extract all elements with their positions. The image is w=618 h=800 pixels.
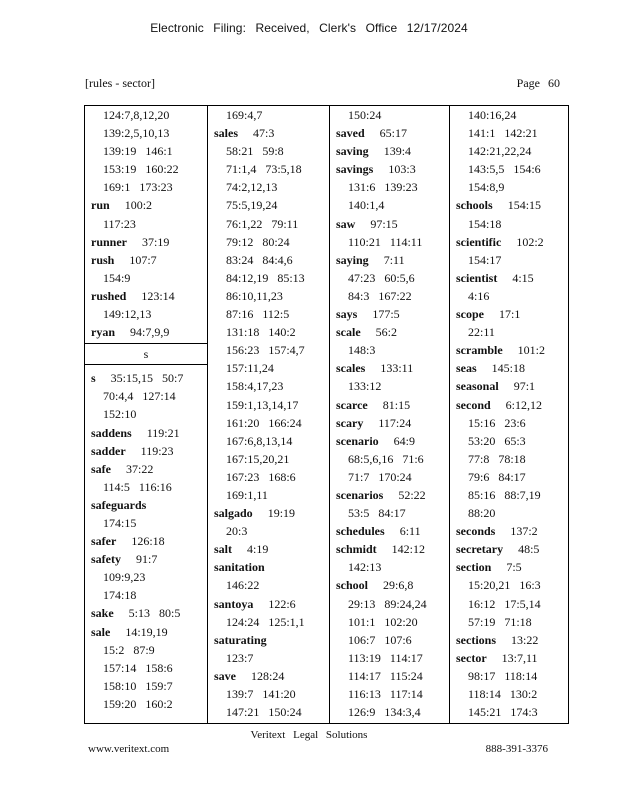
section-letter-header: s (85, 343, 207, 365)
index-entry (330, 486, 449, 522)
page-line-reference: 154:8,9 (468, 180, 505, 195)
page-line-reference: 88:20 (468, 506, 496, 521)
page-line-reference: 83:24 84:4,6 (226, 252, 293, 267)
index-term: sector (456, 650, 487, 665)
index-term: safety (91, 552, 121, 567)
page-line-reference: 47:3 (238, 126, 275, 141)
page-line-reference: 37:19 (127, 234, 170, 249)
index-entry-line (330, 540, 449, 558)
index-column-1 (85, 106, 207, 723)
index-entry-line (330, 160, 449, 178)
index-entry-line (208, 540, 329, 558)
index-entry (450, 522, 570, 540)
page-line-reference: 4:15 (497, 270, 534, 285)
page-line-reference: 145:21 174:3 (468, 705, 538, 720)
page-line-reference: 169:1 173:23 (103, 180, 173, 195)
page-line-reference: 157:11,24 (226, 361, 274, 376)
index-entry (208, 540, 329, 558)
index-column-3 (329, 106, 449, 723)
page-line-reference: 142:12 (376, 542, 426, 557)
page-line-reference: 6:11 (384, 524, 421, 539)
page-line-reference: 109:9,23 (103, 570, 146, 585)
index-entry-line (208, 667, 329, 685)
index-term: scale (336, 325, 361, 340)
page-line-reference: 85:16 88:7,19 (468, 487, 541, 502)
index-term: safe (91, 461, 111, 476)
index-entry (450, 377, 570, 395)
page-line-reference: 148:3 (348, 343, 376, 358)
page-line-reference: 154:17 (468, 252, 502, 267)
page-line-reference: 101:1 102:20 (348, 614, 418, 629)
page-line-reference: 64:9 (378, 433, 415, 448)
index-entry (208, 595, 329, 631)
index-entry-line (450, 196, 570, 214)
page-line-reference: 154:15 (492, 198, 542, 213)
index-entry-line (330, 142, 449, 160)
index-entry (330, 576, 449, 721)
index-entry (85, 424, 207, 442)
page-line-reference: 128:24 (236, 668, 285, 683)
index-entry (450, 269, 570, 305)
page-line-reference: 65:17 (364, 126, 408, 141)
index-term: scarce (336, 397, 368, 412)
page-line-reference: 133:12 (348, 379, 382, 394)
page-line-reference: 152:10 (103, 407, 137, 422)
page-line-reference: 146:22 (226, 578, 260, 593)
page-line-reference: 110:21 114:11 (348, 234, 423, 249)
page-line-reference: 15:16 23:6 (468, 415, 526, 430)
index-term: seasonal (456, 379, 499, 394)
index-term: s (91, 371, 96, 386)
index-entry (85, 233, 207, 251)
page-line-reference: 77:8 78:18 (468, 451, 526, 466)
index-entry-line (330, 414, 449, 432)
index-entry (330, 323, 449, 359)
index-entry-line (450, 558, 570, 576)
index-term: run (91, 198, 110, 213)
page-line-reference: 159:1,13,14,17 (226, 397, 299, 412)
index-term: scenario (336, 433, 379, 448)
index-term: sale (91, 624, 111, 639)
page-line-reference: 114:5 116:16 (103, 479, 172, 494)
index-entry-line (330, 124, 449, 142)
index-entry (330, 359, 449, 395)
page-line-reference: 71:1,4 73:5,18 (226, 162, 302, 177)
index-entry-line (330, 576, 449, 594)
page-line-reference: 157:14 158:6 (103, 660, 173, 675)
page-line-reference: 158:4,17,23 (226, 379, 284, 394)
index-entry (450, 359, 570, 377)
index-range-label: [rules - sector] (85, 76, 155, 90)
index-term: scientist (456, 270, 498, 285)
index-term: sales (214, 126, 238, 141)
index-entry-line (85, 550, 207, 568)
index-entry-line (85, 233, 207, 251)
index-entry (450, 540, 570, 558)
index-entry (85, 460, 207, 496)
index-entry-line (330, 251, 449, 269)
index-term: rushed (91, 288, 127, 303)
index-entry (85, 442, 207, 460)
index-entry-line (330, 396, 449, 414)
page-line-reference: 143:5,5 154:6 (468, 162, 541, 177)
page-line-reference: 131:6 139:23 (348, 180, 418, 195)
page-line-reference: 79:6 84:17 (468, 469, 526, 484)
page-line-reference: 97:1 (498, 379, 536, 394)
page-line-reference: 142:13 (348, 560, 382, 575)
page-line-reference: 122:6 (253, 596, 296, 611)
page-line-reference: 22:11 (468, 325, 495, 340)
page-line-reference: 114:17 115:24 (348, 668, 423, 683)
index-entry (450, 649, 570, 721)
page-line-reference: 84:12,19 85:13 (226, 270, 305, 285)
page-line-reference: 174:15 (103, 515, 137, 530)
index-term: rush (91, 252, 115, 267)
index-entry-line (208, 631, 329, 649)
index-entry-line (330, 305, 449, 323)
page-line-reference: 139:7 141:20 (226, 687, 296, 701)
index-entry (330, 142, 449, 160)
index-entry (85, 287, 207, 323)
page-line-reference: 81:15 (367, 397, 411, 412)
page-line-reference: 131:18 140:2 (226, 325, 296, 340)
index-entry (330, 414, 449, 432)
page-line-reference: 17:1 (484, 307, 521, 322)
page-line-reference: 140:16,24 (468, 108, 517, 122)
index-term: scenarios (336, 487, 384, 502)
page-line-reference: 74:2,12,13 (226, 180, 278, 195)
index-entry (330, 396, 449, 414)
page-line-reference: 53:20 65:3 (468, 433, 526, 448)
index-term: safer (91, 534, 117, 549)
page-line-reference: 98:17 118:14 (468, 668, 538, 683)
index-entry-line (85, 196, 207, 214)
index-term: safeguards (91, 497, 147, 512)
page-line-reference: 116:13 117:14 (348, 687, 423, 701)
index-term: schools (456, 198, 493, 213)
page-line-reference: 57:19 71:18 (468, 614, 532, 629)
page-line-reference: 19:19 (252, 506, 296, 521)
index-entry-line (450, 233, 570, 251)
index-entry (330, 124, 449, 142)
page-line-reference: 169:4,7 (226, 108, 263, 122)
page-line-reference: 106:7 107:6 (348, 632, 412, 647)
index-entry-line (85, 287, 207, 305)
index-term: salgado (214, 506, 253, 521)
index-entry (450, 341, 570, 359)
page-line-reference: 133:11 (365, 361, 414, 376)
page-line-reference: 150:24 (348, 108, 382, 122)
page-line-reference: 174:18 (103, 588, 137, 603)
index-entry (330, 215, 449, 251)
page-line-reference: 15:20,21 16:3 (468, 578, 541, 593)
index-entry (208, 106, 329, 124)
index-term: school (336, 578, 369, 593)
index-term: saved (336, 126, 365, 141)
index-entry (330, 432, 449, 486)
page-line-reference: 87:16 112:5 (226, 307, 290, 322)
index-entry (330, 160, 449, 214)
index-entry (450, 631, 570, 649)
index-entry-line (85, 323, 207, 341)
index-entry (208, 667, 329, 721)
index-entry-line (85, 424, 207, 442)
index-term: sadder (91, 443, 126, 458)
index-entry-line (330, 215, 449, 233)
index-entry (450, 196, 570, 232)
index-entry (208, 504, 329, 540)
page-line-reference: 126:18 (116, 534, 165, 549)
index-entry-line (450, 631, 570, 649)
index-entry (85, 323, 207, 341)
index-entry (85, 369, 207, 423)
page-line-reference: 119:23 (125, 443, 174, 458)
index-term: scope (456, 307, 484, 322)
page-line-reference: 159:20 160:2 (103, 696, 173, 711)
index-entry-line (330, 486, 449, 504)
page-line-reference: 86:10,11,23 (226, 288, 283, 303)
index-entry-line (450, 341, 570, 359)
page-line-reference: 13:7,11 (486, 650, 538, 665)
page-line-reference: 139:19 146:1 (103, 144, 173, 159)
page-line-reference: 147:21 150:24 (226, 705, 302, 720)
page-line-reference: 154:18 (468, 216, 502, 231)
page-line-reference: 167:6,8,13,14 (226, 433, 293, 448)
index-term: saturating (214, 632, 267, 647)
page-line-reference: 161:20 166:24 (226, 415, 302, 430)
index-entry (450, 396, 570, 523)
index-term: says (336, 307, 358, 322)
index-term: scales (336, 361, 366, 376)
index-column-2 (207, 106, 329, 723)
page-line-reference: 52:22 (383, 487, 426, 502)
page-line-reference: 113:19 114:17 (348, 650, 423, 665)
index-term: seas (456, 361, 477, 376)
page-line-reference: 177:5 (357, 307, 400, 322)
page-line-reference: 124:7,8,12,20 (103, 108, 170, 122)
page-line-reference: 123:7 (226, 650, 254, 665)
index-term: saw (336, 216, 356, 231)
index-entry (85, 196, 207, 232)
page-line-reference: 145:18 (476, 361, 526, 376)
index-entry (450, 558, 570, 630)
page-line-reference: 58:21 59:8 (226, 144, 284, 159)
word-index-table (84, 105, 569, 724)
page-line-reference: 149:12,13 (103, 307, 152, 322)
index-entry (330, 522, 449, 540)
page-line-reference: 29:6,8 (368, 578, 414, 593)
page-line-reference: 141:1 142:21 (468, 126, 538, 141)
index-entry-line (85, 532, 207, 550)
page-line-reference: 94:7,9,9 (115, 325, 170, 340)
index-entry-line (208, 558, 329, 576)
index-entry (450, 106, 570, 196)
index-entry-line (208, 504, 329, 522)
page-line-reference: 139:4 (368, 144, 412, 159)
index-entry (85, 106, 207, 196)
page-line-reference: 137:2 (495, 524, 538, 539)
index-entry-line (330, 359, 449, 377)
page-line-reference: 124:24 125:1,1 (226, 614, 305, 629)
index-entry-line (85, 369, 207, 387)
page-line-reference: 16:12 17:5,14 (468, 596, 541, 611)
page-line-reference: 70:4,4 127:14 (103, 389, 176, 404)
index-term: save (214, 668, 236, 683)
index-entry-line (85, 442, 207, 460)
page-line-reference: 169:1,11 (226, 487, 268, 502)
page-line-reference: 153:19 160:22 (103, 162, 179, 177)
page-line-reference: 103:3 (373, 162, 416, 177)
page-line-reference: 68:5,6,16 71:6 (348, 451, 424, 466)
page-line-reference: 140:1,4 (348, 198, 385, 213)
index-entry-line (450, 522, 570, 540)
index-entry-line (450, 305, 570, 323)
index-entry (330, 251, 449, 305)
footer-website: www.veritext.com (88, 743, 170, 755)
page-line-reference: 75:5,19,24 (226, 198, 278, 213)
page-line-reference: 91:7 (121, 552, 158, 567)
index-term: scientific (456, 234, 502, 249)
page-line-reference: 100:2 (109, 198, 153, 213)
index-term: secretary (456, 542, 504, 557)
index-term: scramble (456, 343, 503, 358)
index-term: santoya (214, 596, 254, 611)
index-entry-line (85, 460, 207, 478)
footer-company: Veritext Legal Solutions (250, 729, 368, 741)
page-line-reference: 20:3 (226, 524, 248, 539)
page-line-reference: 29:13 89:24,24 (348, 596, 427, 611)
page-line-reference: 142:21,22,24 (468, 144, 532, 159)
page-line-reference: 76:1,22 79:11 (226, 216, 299, 231)
index-term: saying (336, 252, 369, 267)
index-term: sections (456, 632, 496, 647)
index-entry (85, 251, 207, 287)
page-number: 60 (548, 76, 560, 90)
page-label: Page (516, 76, 540, 90)
index-entry-line (208, 595, 329, 613)
page-line-reference: 56:2 (360, 325, 397, 340)
page-line-reference: 126:9 134:3,4 (348, 705, 421, 720)
page-line-reference: 107:7 (114, 252, 157, 267)
index-term: sanitation (214, 560, 265, 575)
page-line-reference: 167:23 168:6 (226, 469, 296, 484)
index-term: section (456, 560, 492, 575)
index-term: seconds (456, 524, 496, 539)
index-entry-line (208, 124, 329, 142)
footer-phone: 888-391-3376 (485, 743, 548, 755)
index-entry (330, 305, 449, 323)
index-entry-line (450, 359, 570, 377)
index-entry-line (85, 496, 207, 514)
index-entry (330, 106, 449, 124)
page-indicator (509, 76, 560, 91)
index-entry-line (330, 432, 449, 450)
page-line-reference: 4:16 (468, 288, 490, 303)
page-line-reference: 47:23 60:5,6 (348, 270, 415, 285)
page-line-reference: 117:23 (103, 216, 136, 231)
index-term: saving (336, 144, 369, 159)
index-entry-line (450, 377, 570, 395)
page-line-reference: 53:5 84:17 (348, 506, 406, 521)
index-entry-line (85, 604, 207, 622)
page-line-reference: 118:14 130:2 (468, 687, 538, 701)
page-line-reference: 7:11 (368, 252, 405, 267)
index-entry (450, 233, 570, 269)
page-line-reference: 97:15 (355, 216, 398, 231)
page-line-reference: 84:3 167:22 (348, 288, 412, 303)
index-entry (330, 540, 449, 576)
index-term: second (456, 397, 491, 412)
index-term: ryan (91, 325, 115, 340)
index-entry (208, 558, 329, 594)
index-entry (85, 532, 207, 550)
index-entry-line (450, 540, 570, 558)
index-entry (85, 604, 207, 622)
index-entry-line (330, 323, 449, 341)
index-entry (208, 631, 329, 667)
page-line-reference: 139:2,5,10,13 (103, 126, 170, 141)
index-entry-line (450, 396, 570, 414)
index-entry (208, 124, 329, 504)
page-line-reference: 6:12,12 (490, 397, 543, 412)
index-entry (85, 496, 207, 532)
index-term: schmidt (336, 542, 377, 557)
index-entry-line (85, 251, 207, 269)
index-entry (450, 305, 570, 341)
index-term: savings (336, 162, 374, 177)
index-column-4 (449, 106, 570, 723)
page-line-reference: 154:9 (103, 270, 131, 285)
index-term: runner (91, 234, 127, 249)
page-line-reference: 119:21 (131, 425, 180, 440)
page-line-reference: 79:12 80:24 (226, 234, 290, 249)
index-entry (85, 623, 207, 713)
page-line-reference: 13:22 (496, 632, 539, 647)
index-term: schedules (336, 524, 385, 539)
index-term: saddens (91, 425, 132, 440)
page-line-reference: 123:14 (126, 288, 175, 303)
page-line-reference: 15:2 87:9 (103, 642, 155, 657)
page-line-reference: 71:7 170:24 (348, 469, 412, 484)
page-line-reference: 156:23 157:4,7 (226, 343, 305, 358)
page-line-reference: 48:5 (503, 542, 540, 557)
page-line-reference: 37:22 (111, 461, 154, 476)
index-entry-line (85, 623, 207, 641)
page-line-reference: 35:15,15 50:7 (95, 371, 184, 386)
index-entry (85, 550, 207, 604)
index-term: scary (336, 415, 364, 430)
page-line-reference: 4:19 (232, 542, 269, 557)
filing-stamp: Electronic Filing: Received, Clerk's Office 12/17/2024 (150, 21, 468, 35)
page-line-reference: 101:2 (502, 343, 545, 358)
page-line-reference: 5:13 80:5 (113, 606, 181, 621)
page-line-reference: 167:15,20,21 (226, 451, 290, 466)
page-line-reference: 7:5 (491, 560, 522, 575)
index-term: sake (91, 606, 114, 621)
page-line-reference: 14:19,19 (110, 624, 168, 639)
index-entry-line (450, 649, 570, 667)
index-entry-line (450, 269, 570, 287)
page-line-reference: 102:2 (501, 234, 544, 249)
page-line-reference: 158:10 159:7 (103, 678, 173, 693)
index-entry-line (330, 522, 449, 540)
index-term: salt (214, 542, 232, 557)
page-line-reference: 117:24 (363, 415, 412, 430)
